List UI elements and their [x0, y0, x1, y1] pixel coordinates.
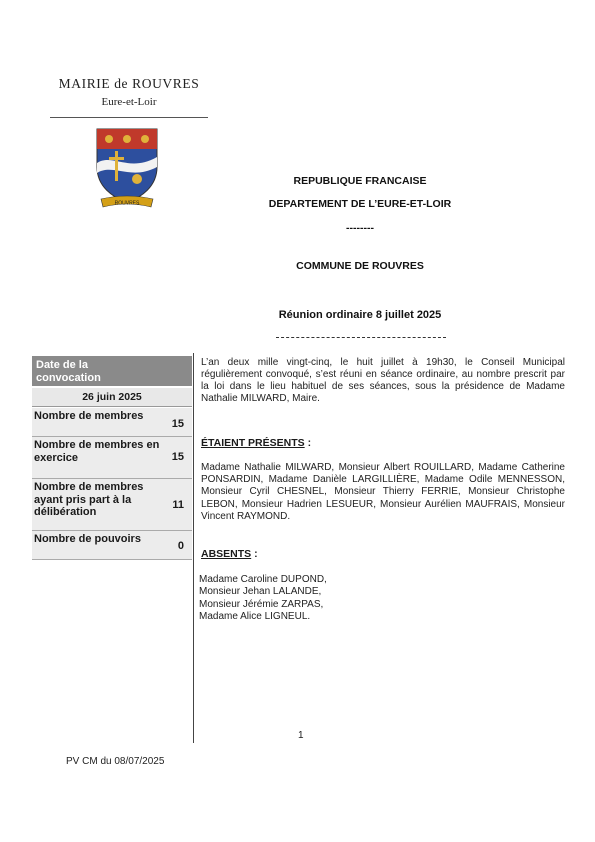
- table-row: [32, 437, 192, 479]
- list-item: Monsieur Jehan LALANDE,: [199, 586, 322, 598]
- reunion-title: Réunion ordinaire 8 juillet 2025: [278, 309, 442, 321]
- presents-list: Madame Nathalie MILWARD, Monsieur Albert ROUILLARD, Madame Catherine PONSARDIN, Madame Danièle LARGILLIÈRE, Madame Odile MENNESSON, Monsieur Cyril CHESNEL, Monsieur Thierry FERRIE, Monsieur Christophe LEBON, Monsieur Hadrien LESUEUR, Monsieur Aurélien MAUFRAIS, Monsieur Vincent RAYMOND.: [201, 462, 565, 522]
- row-value: 11: [172, 499, 184, 511]
- coat-of-arms-icon: [93, 127, 161, 211]
- footer-text: PV CM du 08/07/2025: [66, 756, 165, 767]
- row-value: 15: [171, 418, 184, 430]
- convocation-label: Date de la convocation: [36, 359, 101, 384]
- list-item: Monsieur Jérémie ZARPAS,: [199, 598, 324, 610]
- page-number: 1: [298, 730, 304, 741]
- absents-heading-text: ABSENTS: [201, 548, 252, 560]
- convocation-date-cell: [32, 388, 192, 407]
- table-row: [32, 408, 192, 437]
- absents-heading: ABSENTS :: [201, 548, 258, 560]
- republique-heading: REPUBLIQUE FRANCAISE: [293, 175, 427, 187]
- departement-heading: DEPARTEMENT DE L’EURE-ET-LOIR: [268, 198, 452, 210]
- presents-heading-text: ÉTAIENT PRÉSENTS: [201, 437, 305, 449]
- reunion-divider: [276, 337, 446, 338]
- row-value: 15: [171, 451, 184, 463]
- column-divider: [193, 353, 194, 743]
- mairie-title: MAIRIE de ROUVRES: [58, 76, 200, 91]
- convocation-date: 26 juin 2025: [82, 391, 142, 403]
- row-label: Nombre de membres: [34, 410, 144, 422]
- header-separator: --------: [346, 222, 374, 234]
- table-row: [32, 531, 192, 560]
- intro-paragraph: L’an deux mille vingt-cinq, le huit juillet à 19h30, le Conseil Municipal régulièrement convoqué, s’est réuni en séance ordinaire, au nombre prescrit par la loi dans le lieu habituel de ses séances, sous la présidence de Madame Nathalie MILWARD, Maire.: [201, 357, 565, 404]
- list-item: Madame Caroline DUPOND,: [199, 574, 327, 585]
- table-row: [32, 479, 192, 531]
- row-label: Nombre de membres ayant pris part à la délibération: [34, 481, 144, 518]
- row-label: Nombre de membres en exercice: [34, 439, 160, 464]
- row-label: Nombre de pouvoirs: [34, 533, 141, 545]
- mairie-subtitle: Eure-et-Loir: [101, 96, 157, 108]
- commune-heading: COMMUNE DE ROUVRES: [296, 260, 424, 272]
- absents-list: [199, 574, 499, 623]
- convocation-label-cell: [32, 356, 192, 386]
- letterhead-divider: [50, 117, 208, 118]
- crest-motto: ROUVRES: [114, 200, 140, 207]
- presents-heading: ÉTAIENT PRÉSENTS :: [201, 437, 312, 449]
- list-item: Madame Alice LIGNEUL.: [199, 610, 311, 622]
- row-value: 0: [177, 540, 184, 552]
